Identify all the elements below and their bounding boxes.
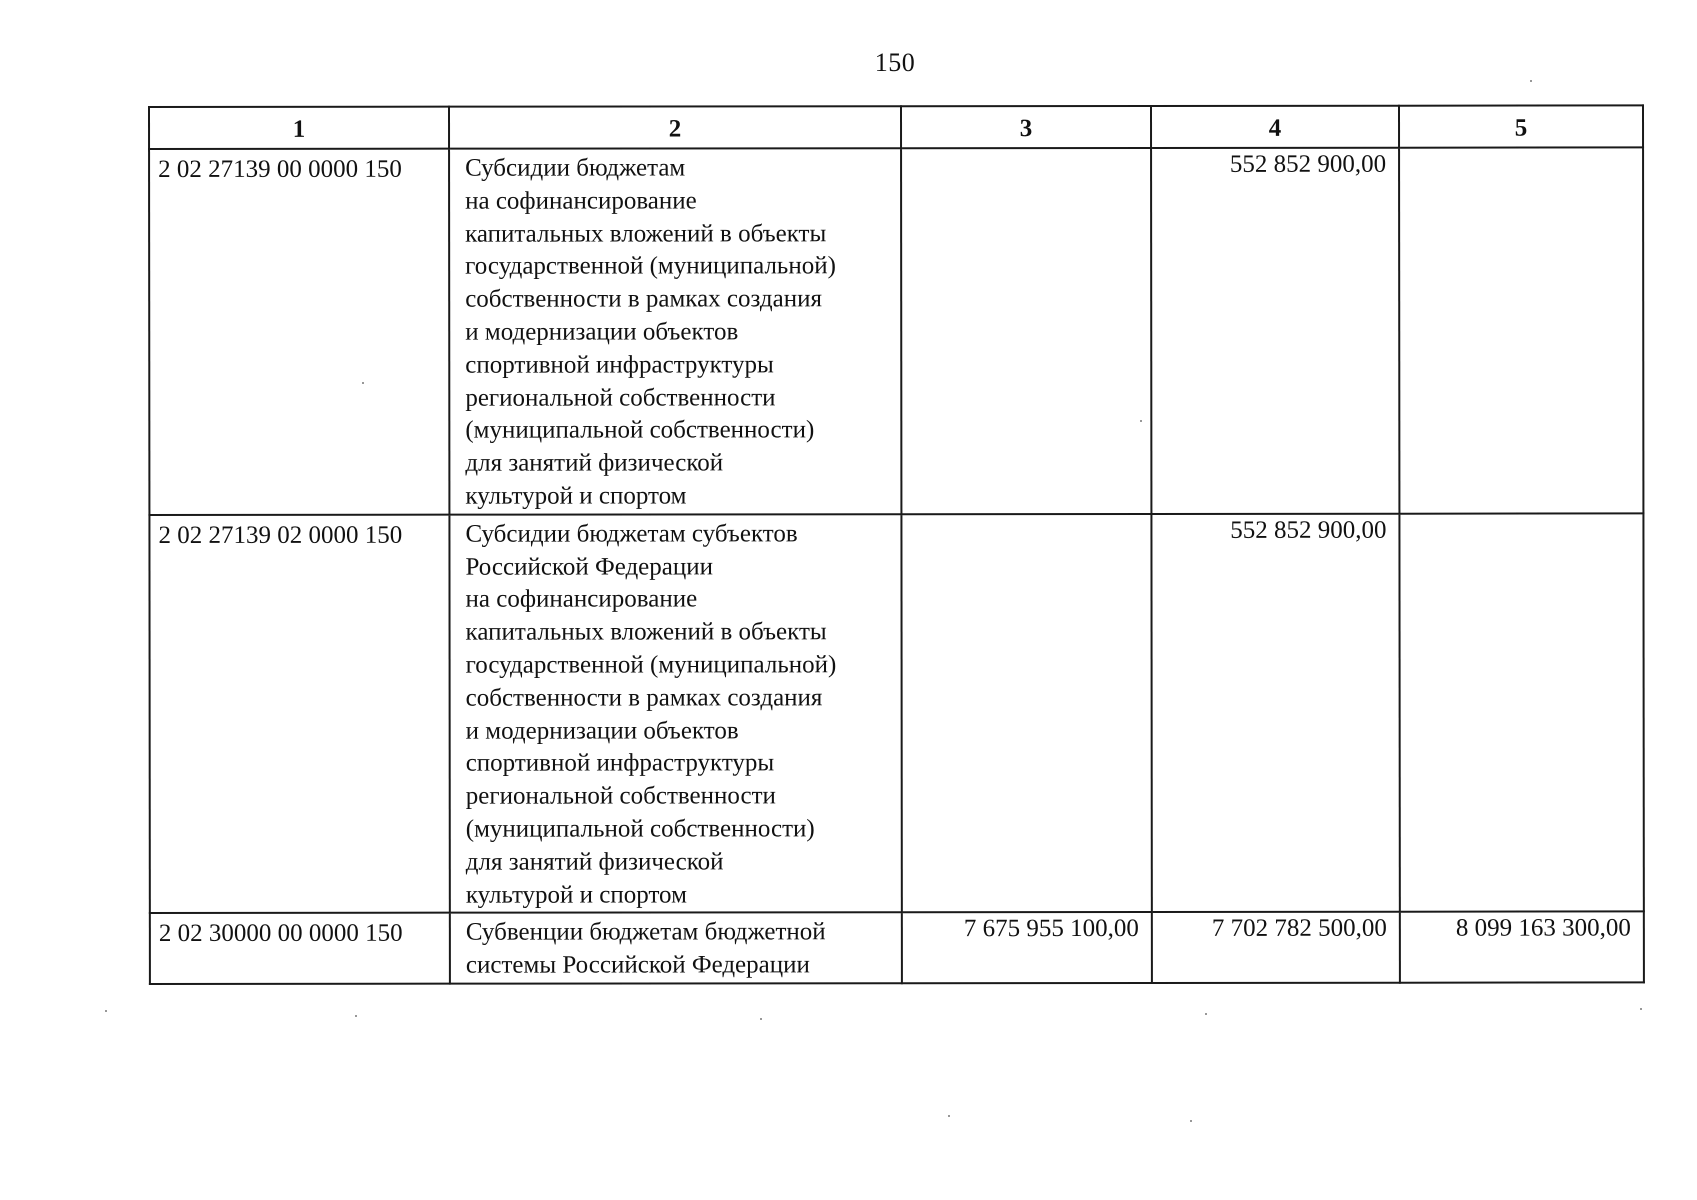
income-name-line: (муниципальной собственности) <box>465 416 815 445</box>
scan-speck <box>1530 80 1532 82</box>
column-header-3: 3 <box>901 106 1151 148</box>
income-name-line: спортивной инфраструктуры <box>465 351 774 379</box>
value-col4-cell: 552 852 900,00 <box>1151 148 1399 514</box>
budget-code-cell: 2 02 27139 00 0000 150 <box>149 149 449 515</box>
column-header-1: 1 <box>149 107 449 149</box>
income-name-line: культурой и спортом <box>465 482 687 510</box>
income-name-line: Субсидии бюджетам субъектов <box>465 520 798 548</box>
budget-table <box>148 104 1645 984</box>
income-name-line: на софинансирование <box>465 585 698 614</box>
income-name-line: (муниципальной собственности) <box>465 815 815 843</box>
value-col5-cell <box>1399 147 1643 513</box>
column-header-4: 4 <box>1151 106 1399 148</box>
value-col3-cell <box>901 148 1151 514</box>
income-name-line: системы Российской Федерации <box>465 951 810 979</box>
scan-speck <box>1140 420 1142 422</box>
column-header-5: 5 <box>1399 105 1643 147</box>
scan-speck <box>1205 1013 1207 1015</box>
income-name-line: Российской Федерации <box>465 552 714 581</box>
income-name-line: и модернизации объектов <box>465 716 739 745</box>
table-row <box>149 147 1643 514</box>
income-name-line: государственной (муниципальной) <box>465 252 836 281</box>
table-header-row <box>149 105 1643 149</box>
income-name-cell <box>449 514 901 913</box>
income-name-line: собственности в рамках создания <box>465 285 823 313</box>
income-name-line: региональной собственности <box>465 782 776 810</box>
income-name-line: собственности в рамках создания <box>465 684 823 712</box>
income-name-cell <box>449 148 901 514</box>
income-name-line: на софинансирование <box>465 187 697 215</box>
value-col5-cell: 8 099 163 300,00 <box>1400 912 1644 983</box>
income-name-cell <box>450 913 902 984</box>
budget-code-cell: 2 02 30000 00 0000 150 <box>150 913 450 984</box>
scan-speck <box>760 1018 762 1020</box>
scan-speck <box>105 1010 107 1012</box>
scan-speck <box>362 382 364 384</box>
value-col3-cell: 7 675 955 100,00 <box>902 912 1152 983</box>
table-row <box>150 912 1644 984</box>
income-name-line: капитальных вложений в объекты <box>465 219 827 248</box>
income-name-line: для занятий физической <box>465 848 724 876</box>
scan-speck <box>355 1015 357 1017</box>
column-header-2: 2 <box>449 106 901 148</box>
scan-speck <box>1190 1120 1192 1122</box>
income-name-line: Субсидии бюджетам <box>465 154 686 182</box>
page-number: 150 <box>874 48 916 77</box>
value-col3-cell <box>901 514 1151 913</box>
value-col4-cell: 7 702 782 500,00 <box>1152 912 1400 983</box>
income-name-line: государственной (муниципальной) <box>465 651 837 679</box>
budget-code-cell: 2 02 27139 02 0000 150 <box>149 514 449 913</box>
scan-speck <box>1640 1008 1642 1010</box>
income-name-line: капитальных вложений в объекты <box>465 618 827 646</box>
income-name-line: культурой и спортом <box>465 880 687 909</box>
table-row <box>149 513 1643 913</box>
income-name-line: и модернизации объектов <box>465 318 739 346</box>
scan-speck <box>948 1115 950 1117</box>
income-name-line: региональной собственности <box>465 383 776 412</box>
income-name-line: спортивной инфраструктуры <box>465 749 775 778</box>
income-name-line: Субвенции бюджетам бюджетной <box>465 918 826 946</box>
value-col4-cell: 552 852 900,00 <box>1151 513 1399 912</box>
income-name-line: для занятий физической <box>465 449 724 477</box>
value-col5-cell <box>1399 513 1643 912</box>
